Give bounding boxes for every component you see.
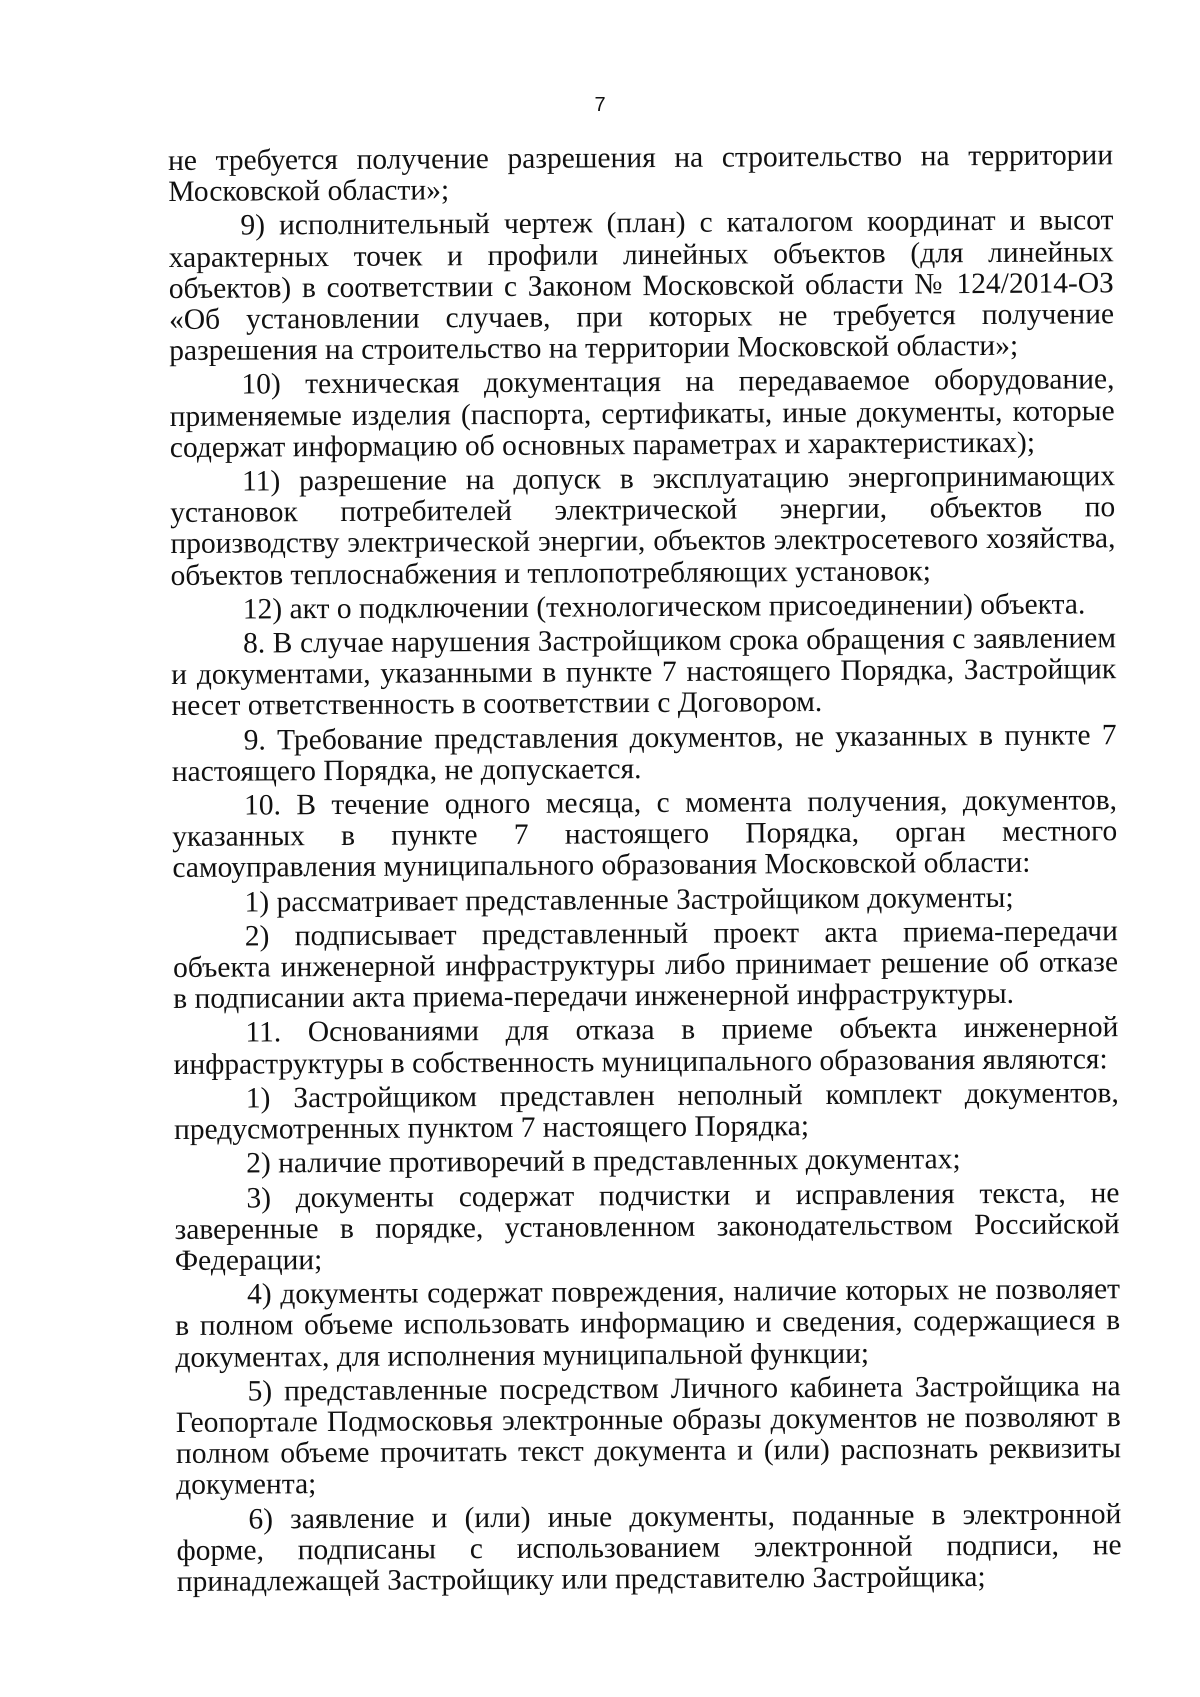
clause-9: 9. Требование представления документов, не указанных в пункте 7 настоящего Порядка, не допускается.: [171, 718, 1117, 788]
clause-10-item-1: 1) рассматривает представленные Застройщиком документы;: [244, 881, 1014, 919]
paragraph-continuation: не требуется получение разрешения на строительство на территории Московской области»;: [167, 139, 1114, 209]
clause-11-item-5: 5) представленные посредством Личного кабинета Застройщика на Геопортале Подмосковья электронные образы документов не позволяют в полном объеме прочитать текст документа и (или) распознать реквизиты документа;: [175, 1369, 1122, 1502]
clause-10-item-2: 2) подписывает представленный проект акта приема-передачи объекта инженерной инфраструктуры либо принимает решение об отказе в подписании акта приема-передачи инженерной инфраструктуры.: [172, 915, 1119, 1016]
clause-11-item-3: 3) документы содержат подчистки и исправления текста, не заверенные в порядке, установленном законодательством Российской Федерации;: [174, 1176, 1120, 1277]
clause-11-item-6: 6) заявление и (или) иные документы, поданные в электронной форме, подписаны с использованием электронной подписи, не принадлежащей Застройщику или представителю Застройщика;: [176, 1497, 1122, 1598]
list-item-10: 10) техническая документация на передаваемое оборудование, применяемые изделия (паспорта, сертификаты, иные документы, которые содержат информацию об основных параметрах и характеристиках);: [169, 363, 1115, 464]
clause-8: 8. В случае нарушения Застройщиком срока обращения с заявлением и документами, указанными в пункте 7 настоящего Порядка, Застройщик несет ответственность в соответствии с Договором.: [171, 622, 1117, 723]
list-item-12: 12) акт о подключении (технологическом присоединении) объекта.: [242, 588, 1086, 626]
clause-11: 11. Основаниями для отказа в приеме объекта инженерной инфраструктуры в собственность муниципального образования являются:: [173, 1011, 1119, 1081]
clause-11-item-4: 4) документы содержат повреждения, наличие которых не позволяет в полном объеме использовать информацию и сведения, содержащиеся в документах, для исполнения муниципальной функции;: [175, 1273, 1121, 1374]
clause-10: 10. В течение одного месяца, с момента получения, документов, указанных в пункте 7 настоящего Порядка, орган местного самоуправления муниципального образования Московской области:: [172, 784, 1118, 885]
list-item-9: 9) исполнительный чертеж (план) с каталогом координат и высот характерных точек и профили линейных объектов (для линейных объектов) в соответствии с Законом Московской области № 124/2014-ОЗ «Об установлении случаев, при которых не требуется получение разрешения на строительство на территории Московской области»;: [168, 204, 1115, 368]
list-item-11: 11) разрешение на допуск в эксплуатацию энергопринимающих установок потребителей электрической энергии, объектов по производству электрической энергии, объектов электросетевого хозяйства, объектов теплоснабжения и теплопотребляющих установок;: [170, 460, 1116, 592]
clause-11-item-2: 2) наличие противоречий в представленных документах;: [246, 1143, 961, 1180]
page-number: 7: [594, 94, 606, 116]
document-body: [168, 140, 1122, 1601]
clause-11-item-1: 1) Застройщиком представлен неполный комплект документов, предусмотренных пунктом 7 настоящего Порядка;: [173, 1077, 1119, 1147]
